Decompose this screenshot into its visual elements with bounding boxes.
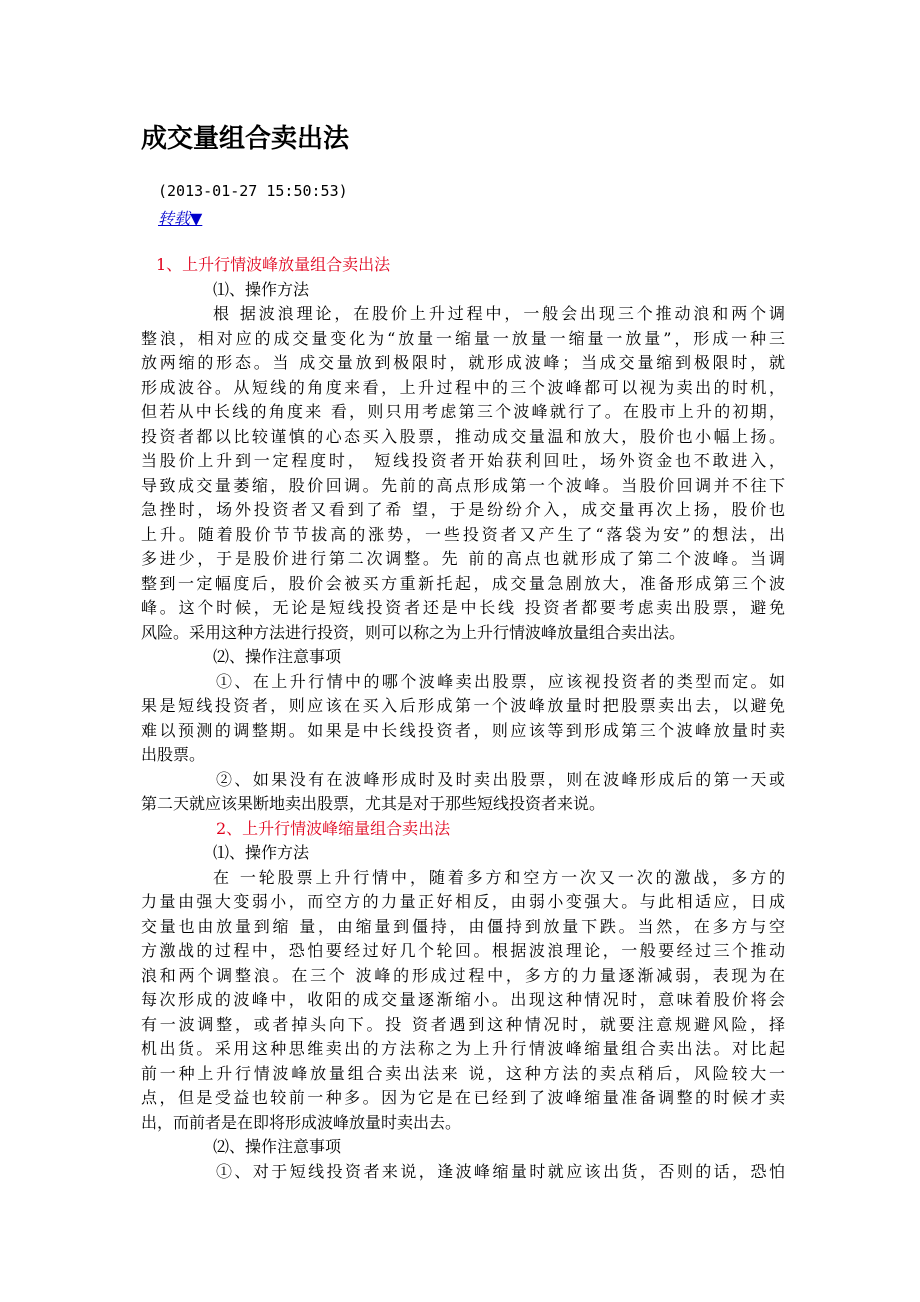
text-line: 当股价上升到一定程度时， 短线投资者开始获利回吐，场外资金也不敢进入， [141,451,785,470]
text-line: 风险。采用这种方法进行投资，则可以称之为上升行情波峰放量组合卖出法。 [141,622,686,642]
text-line: 点，但是受益也较前一种多。因为它是在已经到了波峰缩量准备调整的时候才卖 [141,1088,785,1107]
text-line: 导致成交量萎缩，股价回调。先前的高点形成第一个波峰。当股价回调并不往下 [141,475,785,495]
text-line: 整浪，相对应的成交量变化为“放量一缩量一放量一缩量一放量”，形成一种三 [141,328,785,348]
text-line: 在 一轮股票上升行情中，随着多方和空方一次又一次的激战，多方的 [213,867,785,887]
text-line: 多进少，于是股价进行第二次调整。先 前的高点也就形成了第二个波峰。当调 [141,549,785,568]
text-line: 机出货。采用这种思维卖出的方法称之为上升行情波峰缩量组合卖出法。对比起 [141,1039,785,1058]
text-line: 难以预测的调整期。如果是中长线投资者，则应该等到形成第三个波峰放量时卖 [141,720,785,740]
text-line: 力量由强大变弱小，而空方的力量正好相反，由弱小变强大。与此相适应，日成 [141,892,785,911]
text-line: 急挫时，场外投资者又看到了希 望，于是纷纷介入，成交量再次上扬，股价也 [141,500,785,519]
text-line: 出股票。 [141,745,206,764]
text-line: ①、对于短线投资者来说，逢波峰缩量时就应该出货，否则的话，恐怕 [216,1161,785,1181]
section-heading: 1、上升行情波峰放量组合卖出法 [156,255,391,274]
text-line: ⑴、操作方法 [213,843,310,862]
text-line: 根 据波浪理论，在股价上升过程中，一般会出现三个推动浪和两个调 [213,304,785,323]
text-line: 出，而前者是在即将形成波峰放量时卖出去。 [141,1112,462,1132]
text-line: 整到一定幅度后，股价会被买方重新托起，成交量急剧放大，准备形成第三个波 [141,573,785,593]
text-line: ⑵、操作注意事项 [213,647,342,666]
text-line: 前一种上升行情波峰放量组合卖出法来 说，这种方法的卖点稍后，风险较大一 [141,1063,785,1083]
text-line: 有一波调整，或者掉头向下。投 资者遇到这种情况时，就要注意规避风险，择 [141,1014,785,1034]
text-line: 但若从中长线的角度来 看，则只用考虑第三个波峰就行了。在股市上升的初期， [141,402,785,421]
repost-link[interactable]: 转载▼ [158,209,203,228]
text-line: 放两缩的形态。当 成交量放到极限时，就形成波峰；当成交量缩到极限时，就 [141,353,785,372]
text-line: 上升。随着股价节节拔高的涨势，一些投资者又产生了“落袋为安”的想法，出 [141,524,785,544]
text-line: 形成波谷。从短线的角度来看，上升过程中的三个波峰都可以视为卖出的时机， [141,377,785,397]
article-body [141,253,785,1184]
text-line: ⑵、操作注意事项 [213,1137,342,1156]
text-line: 方激战的过程中，恐怕要经过好几个轮回。根据波浪理论，一般要经过三个推动 [141,941,785,960]
text-line: ①、在上升行情中的哪个波峰卖出股票，应该视投资者的类型而定。如 [216,671,785,691]
text-line: 果是短线投资者，则应该在买入后形成第一个波峰放量时把股票卖出去，以避免 [141,696,785,715]
text-line: 峰。这个时候，无论是短线投资者还是中长线 投资者都要考虑卖出股票，避免 [141,598,785,617]
text-line: 投资者都以比较谨慎的心态买入股票，推动成交量温和放大，股价也小幅上扬。 [141,426,785,446]
text-line: ⑴、操作方法 [213,279,310,299]
post-datetime: (2013-01-27 15:50:53) [158,182,348,200]
page-title: 成交量组合卖出法 [141,124,350,154]
text-line: 每次形成的波峰中，收阳的成交量逐渐缩小。出现这种情况时，意味着股价将会 [141,990,785,1009]
section-heading: 2、上升行情波峰缩量组合卖出法 [216,818,451,838]
text-line: 浪和两个调整浪。在三个 波峰的形成过程中，多方的力量逐渐减弱，表现为在 [141,965,785,985]
text-line: 第二天就应该果断地卖出股票，尤其是对于那些短线投资者来说。 [141,794,606,813]
text-line: 交量也由放量到缩 量，由缩量到僵持，由僵持到放量下跌。当然，在多方与空 [141,916,785,936]
text-line: ②、如果没有在波峰形成时及时卖出股票，则在波峰形成后的第一天或 [216,769,785,789]
